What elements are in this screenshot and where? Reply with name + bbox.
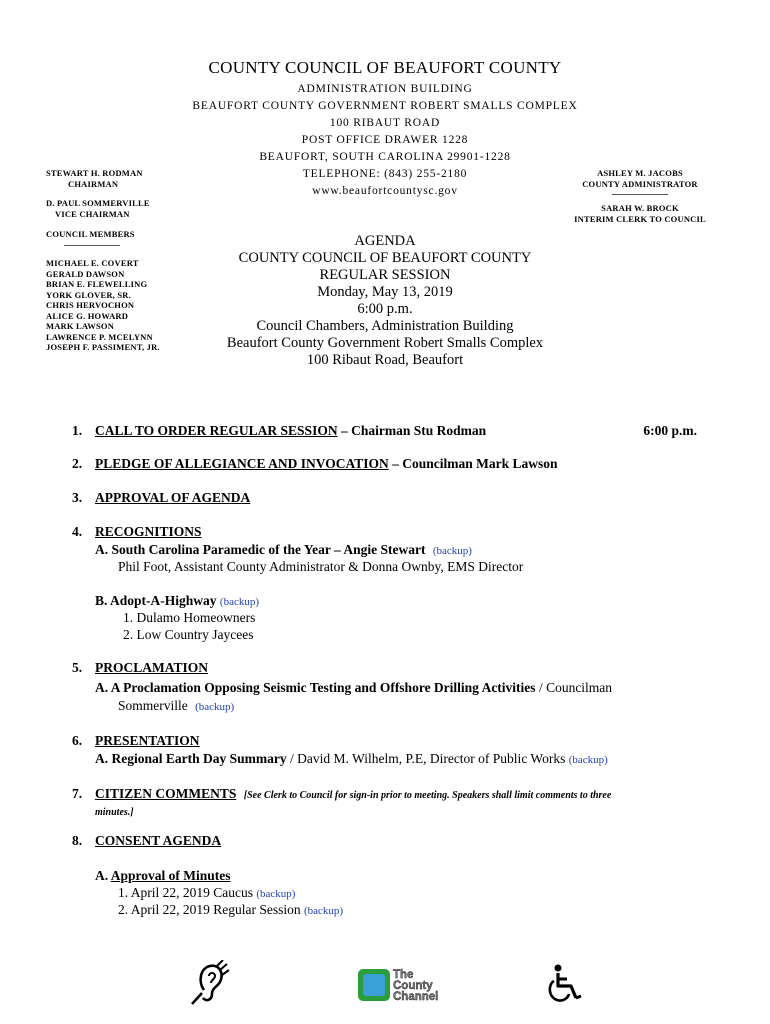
minutes-caucus: 1. April 22, 2019 Caucus [118, 885, 253, 900]
chairman-title: CHAIRMAN [68, 178, 119, 189]
item-title: PLEDGE OF ALLEGIANCE AND INVOCATION [95, 456, 389, 471]
backup-link[interactable]: (backup) [432, 545, 472, 557]
sub-title: South Carolina Paramedic of the Year – Angie Stewart [111, 542, 426, 557]
sub-presenter-cont: Sommerville [118, 698, 188, 713]
agenda-date: Monday, May 13, 2019 [317, 284, 453, 300]
item-number: 8. [72, 833, 83, 848]
chairman-block [46, 168, 143, 189]
item-5a [95, 679, 705, 696]
agenda-address: 100 Ribaut Road, Beaufort [306, 352, 464, 368]
sub-title: Approval of Minutes [110, 868, 231, 883]
item-title: RECOGNITIONS [95, 524, 202, 539]
sub-title: A Proclamation Opposing Seismic Testing and Offshore Drilling Activities [110, 680, 536, 695]
administrator-block [570, 168, 710, 195]
member-item: JOSEPH F. PASSIMENT, JR. [46, 342, 160, 352]
item-5a-continued [118, 697, 728, 716]
item-title: CALL TO ORDER REGULAR SESSION [95, 423, 338, 438]
logo-text-line: The [393, 969, 414, 981]
item-title: CITIZEN COMMENTS [95, 786, 237, 801]
sub-label: A. [95, 868, 109, 883]
members-heading-block [46, 229, 151, 246]
sub-label: A. [95, 542, 109, 557]
agenda-heading-block [200, 233, 570, 369]
divider [64, 245, 120, 246]
county-channel-logo-screen [363, 974, 385, 996]
council-title: COUNTY COUNCIL OF BEAUFORT COUNTY [208, 58, 562, 77]
vice-chairman-name: D. PAUL SOMMERVILLE [46, 198, 150, 208]
item-title: CONSENT AGENDA [95, 833, 222, 848]
sub-label: A. [95, 680, 109, 695]
item-number: 1. [72, 423, 83, 438]
item-number: 5. [72, 660, 83, 675]
item-number: 3. [72, 490, 83, 505]
backup-link[interactable]: (backup) [195, 701, 235, 713]
wheelchair-accessible-icon [547, 964, 583, 1004]
agenda-time: 6:00 p.m. [357, 301, 413, 317]
sub-label: A. [95, 751, 109, 766]
vice-chairman-title: VICE CHAIRMAN [55, 208, 130, 219]
county-channel-logo-text [393, 970, 438, 1003]
agenda-title: AGENDA [354, 233, 416, 249]
sub-presenter: / David M. Wilhelm, P.E, Director of Public Works [286, 751, 566, 766]
item-time: 6:00 p.m. [643, 423, 697, 438]
agenda-item-8 [72, 833, 712, 849]
member-item: GERALD DAWSON [46, 268, 125, 279]
item-number: 6. [72, 733, 83, 748]
item-7-note-continued [95, 802, 705, 821]
header-line-3: 100 RIBAUT ROAD [329, 117, 441, 129]
item-number: 2. [72, 456, 83, 471]
agenda-location: Council Chambers, Administration Building [256, 318, 514, 334]
hearing-assistance-icon [190, 960, 230, 1006]
sub-title: Adopt-A-Highway [110, 593, 217, 608]
list-item [118, 901, 728, 920]
member-item: ALICE G. HOWARD [46, 310, 129, 321]
agenda-council: COUNTY COUNCIL OF BEAUFORT COUNTY [238, 250, 532, 266]
backup-link[interactable]: (backup) [568, 754, 608, 766]
item-number: 7. [72, 786, 83, 801]
header-line-4: POST OFFICE DRAWER 1228 [301, 134, 469, 146]
member-item: MARK LAWSON [46, 321, 115, 331]
item-title: PROCLAMATION [95, 660, 208, 675]
member-item: BRIAN E. FLEWELLING [46, 279, 148, 289]
item-title: APPROVAL OF AGENDA [95, 490, 251, 505]
item-presenter: – Councilman Mark Lawson [388, 456, 558, 471]
item-8a [95, 867, 705, 884]
agenda-item-2 [72, 456, 712, 472]
backup-link[interactable]: (backup) [304, 905, 344, 917]
administrator-name: ASHLEY M. JACOBS [597, 168, 683, 178]
item-note-cont: minutes.] [95, 807, 134, 818]
agenda-session: REGULAR SESSION [319, 267, 451, 283]
header-line-1: ADMINISTRATION BUILDING [297, 83, 473, 95]
chairman-name: STEWART H. RODMAN [46, 168, 143, 178]
header-line-6: TELEPHONE: (843) 255-2180 [302, 168, 468, 180]
item-note: [See Clerk to Council for sign-in prior to meeting. Speakers shall limit comments to three [243, 790, 612, 801]
vice-chairman-block [46, 198, 150, 219]
member-item: MICHAEL E. COVERT [46, 258, 139, 268]
logo-text-line: Channel [393, 991, 439, 1003]
agenda-item-1 [72, 423, 712, 439]
member-item: YORK GLOVER, SR. [46, 289, 131, 300]
backup-link[interactable]: (backup) [256, 888, 296, 900]
members-heading: COUNCIL MEMBERS [46, 229, 135, 239]
members-list [46, 258, 160, 353]
agenda-item-3 [72, 490, 712, 506]
divider [612, 194, 668, 195]
item-title: PRESENTATION [95, 733, 200, 748]
member-item: CHRIS HERVOCHON [46, 300, 135, 310]
sub-title: Regional Earth Day Summary [111, 751, 287, 766]
item-presenter: – Chairman Stu Rodman [337, 423, 487, 438]
agenda-complex: Beaufort County Government Robert Smalls Complex [226, 335, 544, 351]
clerk-name: SARAH W. BROCK [601, 203, 679, 213]
member-item: LAWRENCE P. MCELYNN [46, 331, 153, 342]
sub-label: B. [95, 593, 108, 608]
agenda-item-6 [72, 733, 712, 749]
logo-text-line: County [393, 980, 433, 992]
website-link[interactable]: www.beaufortcountysc.gov [312, 185, 458, 197]
agenda-item-7 [72, 786, 712, 802]
backup-link[interactable]: (backup) [219, 596, 260, 608]
item-number: 4. [72, 524, 83, 539]
list-item: 2. Low Country Jaycees [123, 627, 254, 642]
item-4a-presenters: Phil Foot, Assistant County Administrator & Donna Ownby, EMS Director [118, 559, 524, 574]
agenda-item-4 [72, 524, 712, 540]
list-item: 1. Dulamo Homeowners [123, 610, 256, 625]
administrator-title: COUNTY ADMINISTRATOR [582, 178, 698, 189]
clerk-block [560, 203, 720, 224]
sub-presenter: / Councilman [535, 680, 613, 695]
header-line-5: BEAUFORT, SOUTH CAROLINA 29901-1228 [259, 151, 511, 163]
agenda-item-5 [72, 660, 712, 676]
minutes-regular: 2. April 22, 2019 Regular Session [118, 902, 301, 917]
header-line-2: BEAUFORT COUNTY GOVERNMENT ROBERT SMALLS COMPLEX [192, 100, 578, 112]
item-6a [95, 750, 705, 769]
clerk-title: INTERIM CLERK TO COUNCIL [574, 213, 706, 224]
